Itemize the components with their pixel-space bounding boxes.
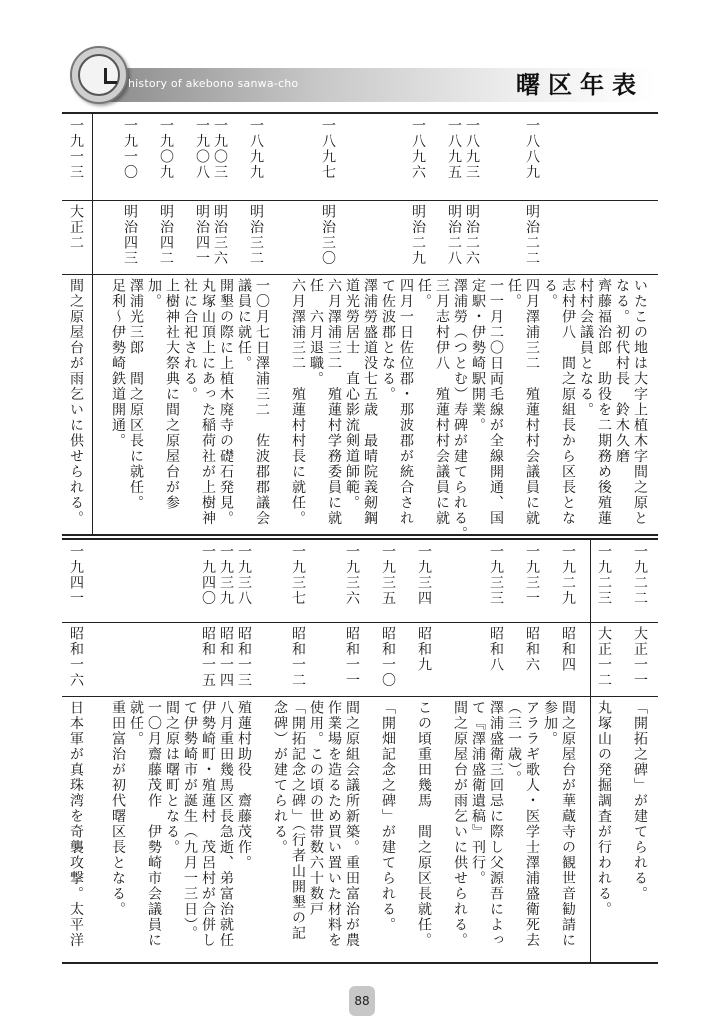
entry-year: 一九三一 — [524, 544, 540, 606]
header-subtitle: history of akebono sanwa-cho — [128, 77, 299, 90]
entry-year: 一八八九 — [524, 118, 540, 180]
entry-year: 一九二三 — [596, 544, 612, 606]
entry-era: 明治三二 — [248, 204, 264, 266]
event-line: 「開拓之碑」が建てられる。 — [632, 700, 648, 902]
event-line: 任 六月退職。 — [308, 278, 324, 387]
entry-year: 一八九五 — [446, 118, 462, 180]
clock-icon — [70, 46, 128, 104]
entry-era: 昭和八 — [488, 626, 504, 673]
entry-era: 明治四二 — [158, 204, 174, 266]
event-line: アララギ歌人・医学士澤浦盛衛死去 — [524, 700, 540, 948]
entry-year: 一九三九 — [218, 544, 234, 606]
entry-era: 明治四一 — [194, 204, 210, 266]
event-line: 八月重田幾馬区長急逝、弟富治就任 — [218, 700, 234, 948]
event-line: 四月一日佐位郡・那波郡が統合され — [398, 278, 414, 526]
page-header — [0, 0, 724, 122]
event-line: 「開畑記念之碑」が建てられる。 — [380, 700, 396, 933]
entry-era: 昭和一五 — [200, 626, 216, 688]
event-line: 間之原は曙町となる。 — [164, 700, 180, 855]
event-line: て伊勢崎市が誕生（九月一三日）。 — [182, 700, 198, 941]
entry-year: 一九一三 — [68, 118, 84, 180]
entry-era: 昭和一〇 — [380, 626, 396, 688]
entry-year: 一九一〇 — [122, 118, 138, 180]
event-line: る。 — [542, 278, 558, 309]
event-line: て佐波郡となる。 — [380, 278, 396, 402]
entry-era: 大正一二 — [596, 626, 612, 688]
entry-year: 一九三三 — [488, 544, 504, 606]
event-line: 三月志村伊八 殖蓮村村会議員に就 — [434, 278, 450, 526]
entry-era: 明治四三 — [122, 204, 138, 266]
event-line: 間之原屋台が華蔵寺の観世音勧請に — [560, 700, 576, 948]
event-line: 上樹神社大祭典に間之原屋台が参 — [164, 278, 180, 511]
entry-era: 昭和四 — [560, 626, 576, 673]
event-line: 参加。 — [542, 700, 558, 747]
event-line: 任。 — [506, 278, 522, 309]
entry-year: 一九〇九 — [158, 118, 174, 180]
entry-year: 一九三五 — [380, 544, 396, 606]
entry-year: 一九四一 — [68, 544, 84, 606]
event-line: 志村伊八 間之原組長から区長とな — [560, 278, 576, 526]
entry-year: 一八九九 — [248, 118, 264, 180]
entry-year: 一九三八 — [236, 544, 252, 606]
event-line: 一〇月七日澤浦三二 佐波郡郡議会 — [254, 278, 270, 526]
event-line: なる。初代村長 鈴木久磨 — [614, 278, 630, 464]
event-line: 澤浦勞（つとむ）寿碑が建てられる。 — [452, 278, 468, 542]
event-line: 社に合祀される。 — [182, 278, 198, 402]
entry-era: 昭和一四 — [218, 626, 234, 688]
event-line: 定駅・伊勢崎駅開業。 — [470, 278, 486, 433]
page-title: 曙区年表 — [516, 71, 644, 99]
event-line: 道光勞居士 直心影流剣道師範。 — [344, 278, 360, 511]
event-line: 重田富治が初代曙区長となる。 — [110, 700, 126, 917]
event-line: 伊勢崎町・殖蓮村 茂呂村が合併し — [200, 700, 216, 948]
event-line: 日本軍が真珠湾を奇襲攻撃。太平洋 — [68, 700, 84, 948]
event-line: 開墾の際に上植木廃寺の礎石発見。 — [218, 278, 234, 526]
event-line: 足利～伊勢崎鉄道開通。 — [110, 278, 126, 449]
event-line: 六月澤浦三二 殖蓮村村長に就任。 — [290, 278, 306, 526]
event-line: 任。 — [416, 278, 432, 309]
entry-year: 一九四〇 — [200, 544, 216, 606]
event-line: 間之原屋台が雨乞いに供せられる。 — [452, 700, 468, 948]
entry-year: 一八九七 — [320, 118, 336, 180]
event-line: 齊藤福治郎 助役を二期務め後殖蓮 — [596, 278, 612, 526]
event-line: 丸塚山頂上にあった稲荷社が上樹神 — [200, 278, 216, 526]
event-line: 澤浦盛衛三回忌に際し父源吾によっ — [488, 700, 504, 948]
entry-era: 明治二八 — [446, 204, 462, 266]
entry-year: 一九三四 — [416, 544, 432, 606]
entry-era: 昭和一一 — [344, 626, 360, 688]
event-line: 念碑）が建てられる。 — [272, 700, 288, 855]
event-line: 殖蓮村助役 齋藤茂作。 — [236, 700, 252, 871]
event-line: 間之原屋台が雨乞いに供せられる。 — [68, 278, 84, 526]
entry-year: 一八九六 — [410, 118, 426, 180]
entry-era: 明治二九 — [410, 204, 426, 266]
entry-year: 一九〇八 — [194, 118, 210, 180]
entry-year: 一九三六 — [344, 544, 360, 606]
entry-era: 明治二六 — [464, 204, 480, 266]
event-line: 四月澤浦三二 殖蓮村村会議員に就 — [524, 278, 540, 526]
event-line: 加。 — [146, 278, 162, 309]
event-line: て『澤浦盛衛遺稿』刊行。 — [470, 700, 486, 886]
entry-era: 昭和六 — [524, 626, 540, 673]
event-line: この頃重田幾馬 間之原区長就任。 — [416, 700, 432, 948]
event-line: 村村会議員となる。 — [578, 278, 594, 418]
entry-era: 昭和一三 — [236, 626, 252, 688]
event-line: 就任。 — [128, 700, 144, 747]
entry-year: 一九〇三 — [212, 118, 228, 180]
entry-year: 一九二二 — [632, 544, 648, 606]
event-line: 間之原組会議所新築。重田富治が農 — [344, 700, 360, 948]
entry-era: 昭和九 — [416, 626, 432, 673]
entry-era: 大正二 — [68, 204, 84, 251]
event-line: 一一月二〇日両毛線が全線開通、国 — [488, 278, 504, 526]
event-line: いたこの地は大字上植木字間之原と — [632, 278, 648, 526]
event-line: 「開拓記念之碑」（行者山開墾の記 — [290, 700, 306, 941]
event-line: 使用。この頃の世帯数六十数戸 — [308, 700, 324, 917]
entry-era: 昭和一六 — [68, 626, 84, 688]
event-line: 議員に就任。 — [236, 278, 252, 371]
entry-era: 昭和一二 — [290, 626, 306, 688]
event-line: 作業場を造るため買い置いた材料を — [326, 700, 342, 948]
page-number: 88 — [349, 986, 375, 1016]
event-line: 澤浦光三郎 間之原区長に就任。 — [128, 278, 144, 511]
event-line: 一〇月齋藤茂作 伊勢崎市会議員に — [146, 700, 162, 948]
event-line: 丸塚山の発掘調査が行われる。 — [596, 700, 612, 917]
event-line: 澤浦勞盛道没七五歳 最晴院義剱鋼 — [362, 278, 378, 526]
event-line: （三一歳）。 — [506, 700, 522, 786]
entry-year: 一八九三 — [464, 118, 480, 180]
event-line: 六月澤浦三二 殖蓮村学務委員に就 — [326, 278, 342, 526]
entry-year: 一九二九 — [560, 544, 576, 606]
entry-era: 大正一一 — [632, 626, 648, 688]
entry-era: 明治三六 — [212, 204, 228, 266]
entry-era: 明治二二 — [524, 204, 540, 266]
entry-era: 明治三〇 — [320, 204, 336, 266]
entry-year: 一九三七 — [290, 544, 306, 606]
